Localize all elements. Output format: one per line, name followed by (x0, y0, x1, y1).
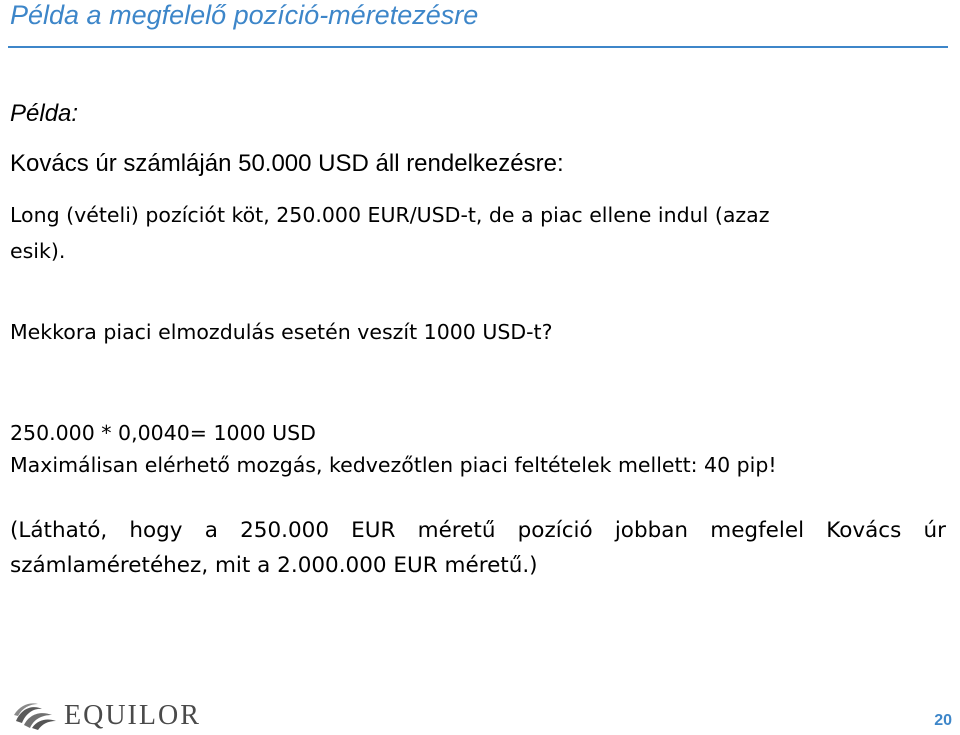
note-line1: (Látható, hogy a 250.000 EUR méretű pozíció jobban megfelel Kovács úr (10, 518, 946, 543)
max-move-text: Maximálisan elérhető mozgás, kedvezőtlen piaci feltételek mellett: 40 pip! (10, 453, 777, 477)
swirl-logo-icon (12, 701, 58, 731)
account-balance-text: Kovács úr számláján 50.000 USD áll rendelkezésre: (10, 150, 564, 177)
title-divider (8, 46, 948, 48)
page-number: 20 (934, 712, 952, 729)
slide-title: Példa a megfelelő pozíció-méretezésre (10, 0, 479, 30)
position-description-line2: esik). (10, 239, 66, 263)
calculation-text: 250.000 * 0,0040= 1000 USD (10, 421, 316, 445)
equilor-logo (12, 698, 201, 734)
note-line2: számlaméretéhez, mit a 2.000.000 EUR méretű.) (10, 553, 538, 578)
logo-wordmark: EQUILOR (64, 700, 201, 731)
question-text: Mekkora piaci elmozdulás esetén veszít 1000 USD-t? (10, 320, 553, 344)
example-label: Példa: (10, 100, 79, 127)
position-description-line1: Long (vételi) pozíciót köt, 250.000 EUR/USD-t, de a piac ellene indul (azaz (10, 203, 770, 227)
